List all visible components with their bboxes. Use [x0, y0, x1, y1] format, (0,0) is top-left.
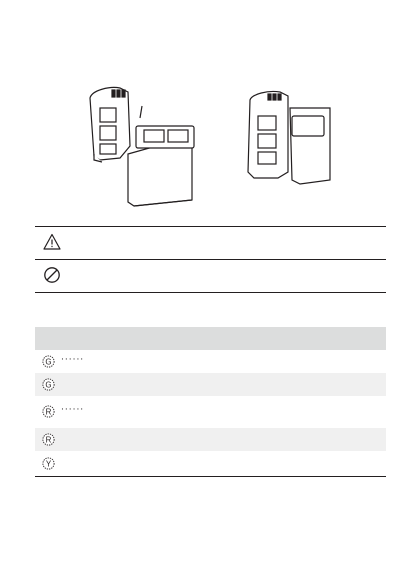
svg-text:R: R: [45, 407, 52, 417]
table-row: [35, 373, 386, 396]
led-blink-icon: [41, 404, 56, 419]
table-row: [35, 350, 386, 373]
table-header: [35, 327, 386, 350]
blink-dots: ······: [61, 355, 85, 365]
battery-removal-step-1: [90, 87, 194, 206]
led-solid-icon: [41, 456, 56, 471]
table-row: [35, 396, 386, 428]
svg-text:G: G: [45, 357, 52, 367]
prohibited-notice: [35, 260, 386, 292]
battery-illustration: [80, 84, 340, 208]
table-bottom-rule: [35, 476, 386, 477]
led-status-table: [35, 327, 386, 476]
svg-text:Y: Y: [45, 459, 52, 469]
table-row: [35, 451, 386, 476]
led-blink-icon: [41, 354, 56, 369]
table-row: [35, 428, 386, 451]
battery-removal-step-2: [248, 91, 330, 184]
warning-notice: [35, 227, 386, 259]
svg-text:G: G: [45, 380, 52, 390]
led-solid-icon: [41, 432, 56, 447]
warning-triangle-icon: [43, 233, 61, 251]
blink-dots: ······: [61, 405, 85, 415]
divider: [35, 292, 386, 293]
prohibited-icon: [43, 266, 61, 284]
led-solid-icon: [41, 377, 56, 392]
svg-text:R: R: [45, 435, 52, 445]
